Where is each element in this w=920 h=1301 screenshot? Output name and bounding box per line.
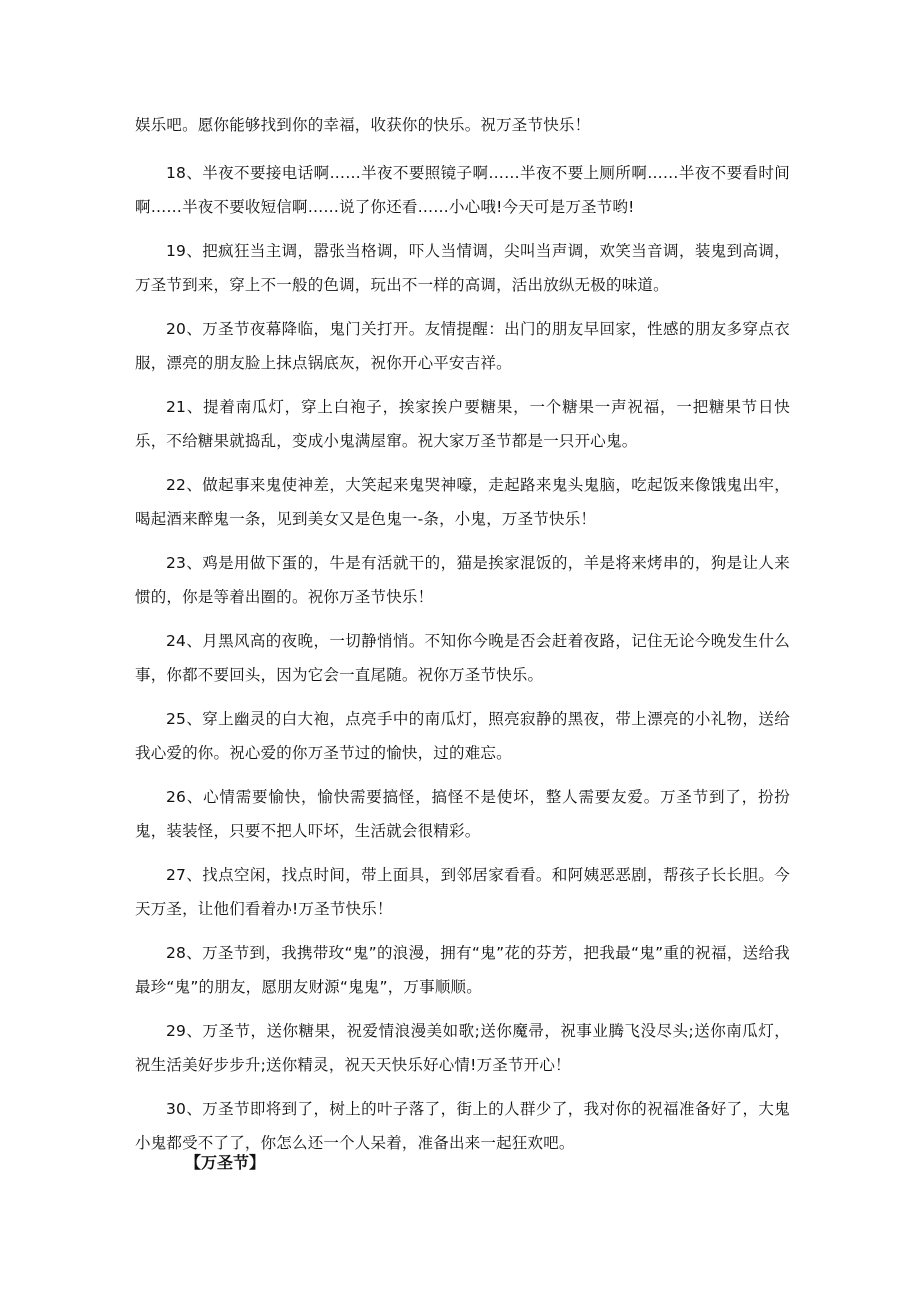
wish-paragraph-29: 29、万圣节，送你糖果，祝爱情浪漫美如歌;送你魔帚，祝事业腾飞没尽头;送你南瓜灯，祝生活美好步步升;送你精灵，祝天天快乐好心情!万圣节开心！	[135, 1022, 790, 1074]
wish-paragraph-26: 26、心情需要愉快，愉快需要搞怪，搞怪不是使坏，整人需要友爱。万圣节到了，扮扮鬼，装装怪，只要不把人吓坏，生活就会很精彩。	[135, 788, 790, 840]
section-title: 【万圣节】	[185, 1153, 266, 1172]
wish-paragraph-30: 30、万圣节即将到了，树上的叶子落了，街上的人群少了，我对你的祝福准备好了，大鬼小鬼都受不了了，你怎么还一个人呆着，准备出来一起狂欢吧。	[135, 1100, 790, 1152]
wish-paragraph-28: 28、万圣节到，我携带玫“鬼”的浪漫，拥有“鬼”花的芬芳，把我最“鬼”重的祝福，送给我最珍“鬼”的朋友，愿朋友财源“鬼鬼”，万事顺顺。	[135, 944, 790, 996]
document-body	[135, 108, 790, 1170]
wish-paragraph-27: 27、找点空闲，找点时间，带上面具，到邻居家看看。和阿姨恶恶剧，帮孩子长长胆。今天万圣，让他们看着办!万圣节快乐！	[135, 866, 790, 918]
wish-paragraph-18: 18、半夜不要接电话啊……半夜不要照镜子啊……半夜不要上厕所啊……半夜不要看时间啊……半夜不要收短信啊……说了你还看……小心哦!今天可是万圣节哟!	[135, 164, 790, 216]
wish-paragraph-21: 21、提着南瓜灯，穿上白袍子，挨家挨户要糖果，一个糖果一声祝福，一把糖果节日快乐，不给糖果就捣乱，变成小鬼满屋窜。祝大家万圣节都是一只开心鬼。	[135, 398, 790, 450]
wish-paragraph-22: 22、做起事来鬼使神差，大笑起来鬼哭神嚎，走起路来鬼头鬼脑，吃起饭来像饿鬼出牢，喝起酒来醉鬼一条，见到美女又是色鬼一-条，小鬼，万圣节快乐！	[135, 476, 790, 528]
wish-paragraph-20: 20、万圣节夜幕降临，鬼门关打开。友情提醒：出门的朋友早回家，性感的朋友多穿点衣服，漂亮的朋友脸上抹点锅底灰，祝你开心平安吉祥。	[135, 320, 790, 372]
intro-paragraph: 娱乐吧。愿你能够找到你的幸福，收获你的快乐。祝万圣节快乐！	[135, 116, 591, 134]
wish-paragraph-24: 24、月黑风高的夜晚，一切静悄悄。不知你今晚是否会赶着夜路，记住无论今晚发生什么事，你都不要回头，因为它会一直尾随。祝你万圣节快乐。	[135, 632, 790, 684]
wish-paragraph-19: 19、把疯狂当主调，嚣张当格调，吓人当情调，尖叫当声调，欢笑当音调，装鬼到高调，万圣节到来，穿上不一般的色调，玩出不一样的高调，活出放纵无极的味道。	[135, 242, 790, 294]
wish-paragraph-23: 23、鸡是用做下蛋的，牛是有活就干的，猫是挨家混饭的，羊是将来烤串的，狗是让人来惯的，你是等着出圈的。祝你万圣节快乐！	[135, 554, 790, 606]
wish-paragraph-25: 25、穿上幽灵的白大袍，点亮手中的南瓜灯，照亮寂静的黑夜，带上漂亮的小礼物，送给我心爱的你。祝心爱的你万圣节过的愉快，过的难忘。	[135, 710, 790, 762]
